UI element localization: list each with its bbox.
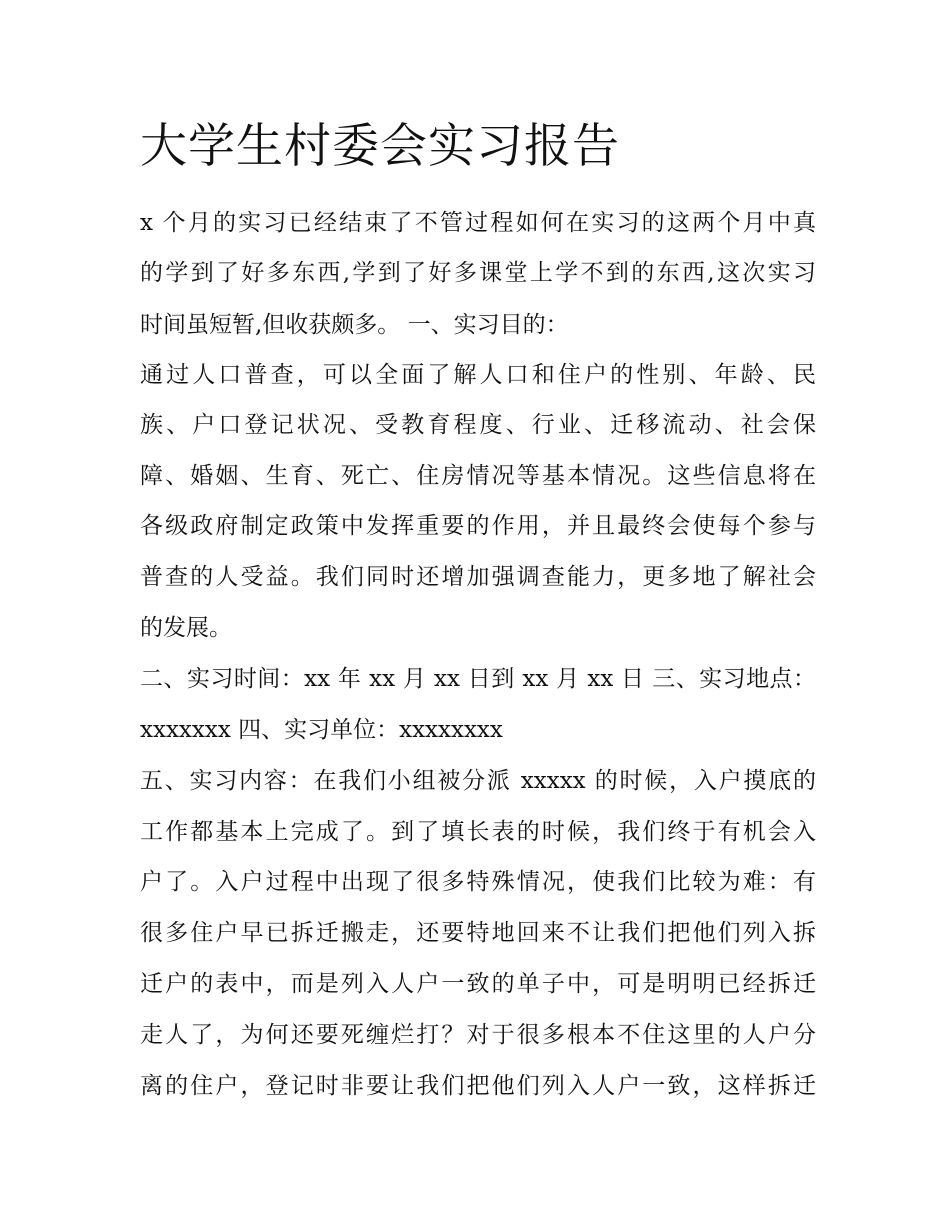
body-line: 迁户的表中，而是列入人户一致的单子中，可是明明已经拆迁 — [140, 971, 816, 997]
document-title: 大学生村委会实习报告 — [140, 119, 620, 174]
body-line: 通过人口普查，可以全面了解人口和住户的性别、年龄、民 — [140, 362, 816, 388]
body-line: 各级政府制定政策中发挥重要的作用，并且最终会使每个参与 — [140, 513, 816, 539]
body-line: xxxxxxx 四、实习单位：xxxxxxxx — [140, 717, 503, 743]
body-line: 障、婚姻、生育、死亡、住房情况等基本情况。这些信息将在 — [140, 463, 816, 489]
body-line: 的发展。 — [140, 615, 232, 641]
body-line: 二、实习时间：xx 年 xx 月 xx 日到 xx 月 xx 日 三、实习地点： — [140, 666, 816, 692]
body-line: 离的住户，登记时非要让我们把他们列入人户一致，这样拆迁 — [140, 1073, 816, 1099]
body-line: 五、实习内容：在我们小组被分派 xxxxx 的时候，入户摸底的 — [140, 768, 816, 794]
body-line: 时间虽短暂,但收获颇多。 一、实习目的： — [140, 312, 569, 338]
body-line: 户了。入户过程中出现了很多特殊情况，使我们比较为难：有 — [140, 869, 816, 895]
body-line: x 个月的实习已经结束了不管过程如何在实习的这两个月中真 — [140, 210, 816, 236]
body-line: 族、户口登记状况、受教育程度、行业、迁移流动、社会保 — [140, 412, 816, 438]
body-line: 的学到了好多东西,学到了好多课堂上学不到的东西,这次实习 — [140, 260, 816, 286]
body-line: 很多住户早已拆迁搬走，还要特地回来不让我们把他们列入拆 — [140, 920, 816, 946]
body-line: 普查的人受益。我们同时还增加强调查能力，更多地了解社会 — [140, 564, 816, 590]
body-line: 走人了，为何还要死缠烂打？对于很多根本不住这里的人户分 — [140, 1022, 816, 1048]
body-line: 工作都基本上完成了。到了填长表的时候，我们终于有机会入 — [140, 819, 816, 845]
